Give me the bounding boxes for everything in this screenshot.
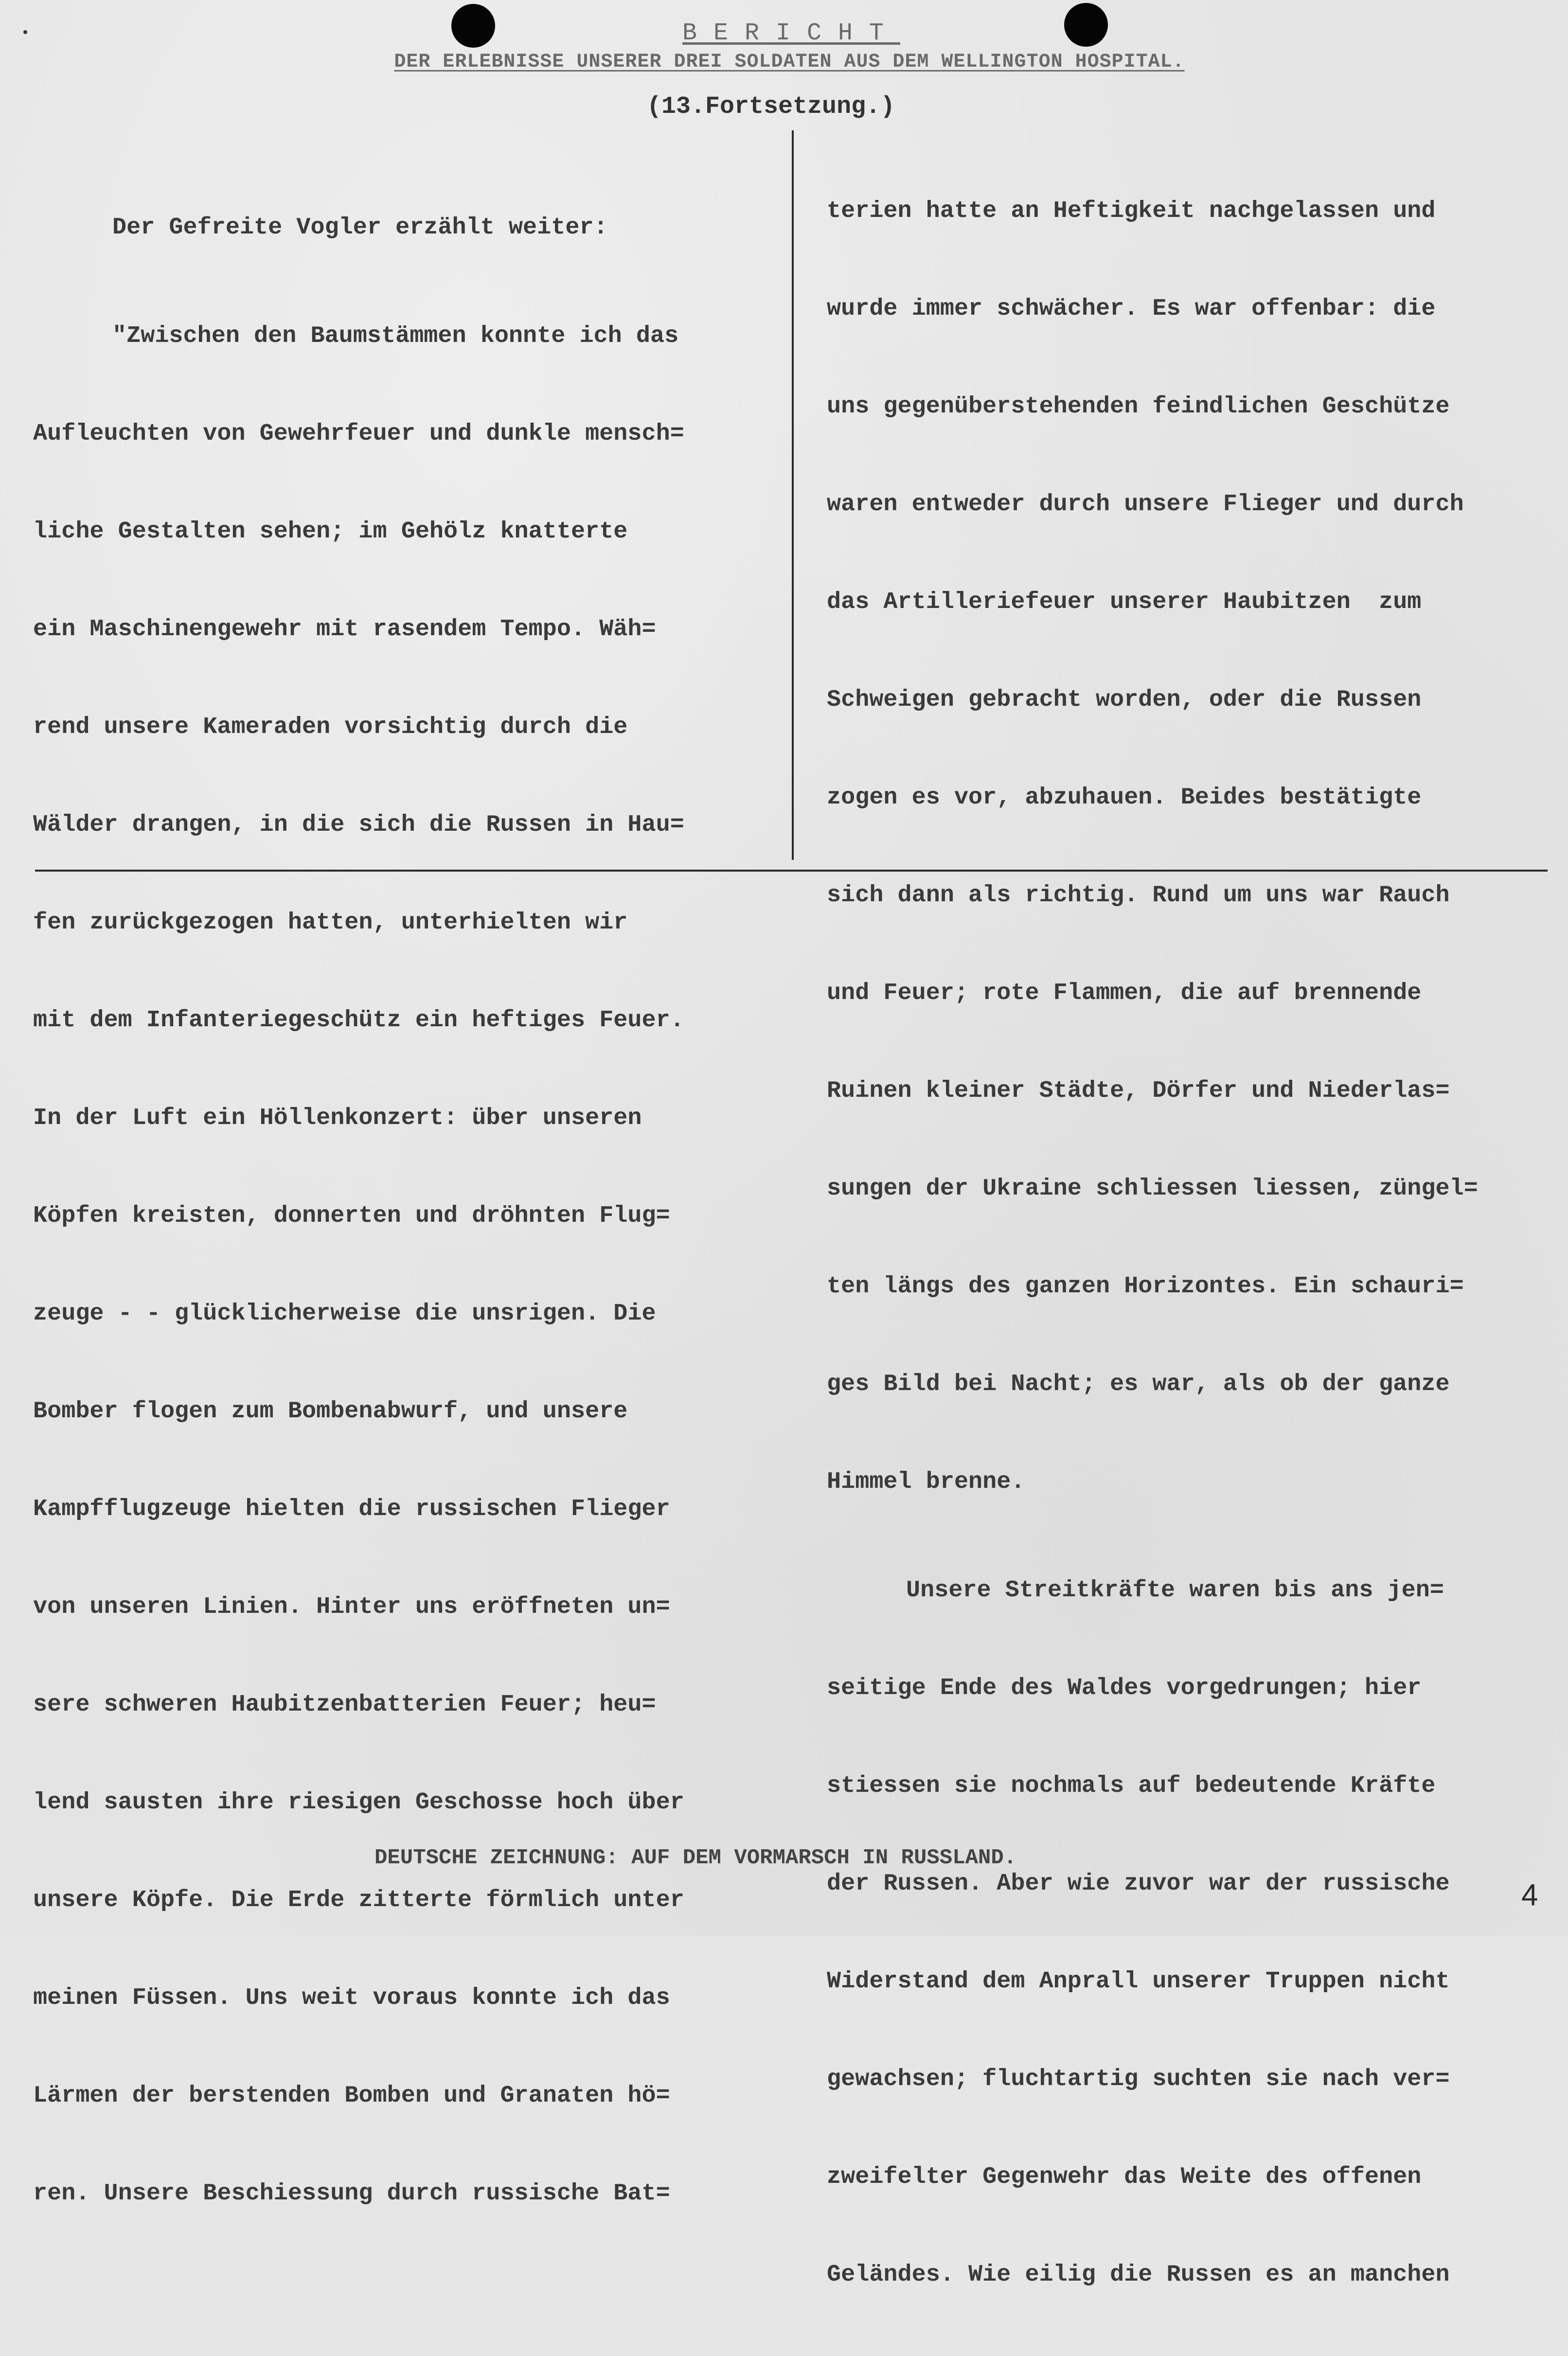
text-line: fen zurückgezogen hatten, unterhielten wir bbox=[33, 909, 628, 936]
text-line: Wälder drangen, in die sich die Russen in Hau= bbox=[33, 811, 684, 838]
column-divider bbox=[792, 130, 794, 860]
section-rule bbox=[35, 870, 1548, 872]
text-line: liche Gestalten sehen; im Gehölz knatterte bbox=[33, 518, 628, 545]
text-line: uns gegenüberstehenden feindlichen Geschütze bbox=[827, 393, 1450, 420]
text-line: zogen es vor, abzuhauen. Beides bestätigte bbox=[827, 784, 1422, 811]
text-line: Aufleuchten von Gewehrfeuer und dunkle mensch= bbox=[33, 420, 684, 447]
text-line: terien hatte an Heftigkeit nachgelassen und bbox=[827, 197, 1436, 224]
text-line: und Feuer; rote Flammen, die auf brennende bbox=[827, 980, 1422, 1006]
text-line: mit dem Infanteriegeschütz ein heftiges Feuer. bbox=[33, 1007, 684, 1034]
left-column bbox=[33, 146, 684, 2275]
report-title: BERICHT bbox=[682, 19, 901, 47]
report-header bbox=[0, 18, 1568, 76]
right-column bbox=[827, 129, 1478, 2356]
text-line: der Russen. Aber wie zuvor war der russische bbox=[827, 1870, 1450, 1897]
text-line: rend unsere Kameraden vorsichtig durch die bbox=[33, 714, 628, 740]
text-line: meinen Füssen. Uns weit voraus konnte ich das bbox=[33, 1984, 670, 2011]
text-line: Unsere Streitkräfte waren bis ans jen= bbox=[906, 1577, 1444, 1604]
text-line: waren entweder durch unsere Flieger und durch bbox=[827, 491, 1464, 518]
intro-line: Der Gefreite Vogler erzählt weiter: bbox=[112, 214, 608, 241]
text-line: stiessen sie nochmals auf bedeutende Kräfte bbox=[827, 1772, 1436, 1799]
text-line: Kampfflugzeuge hielten die russischen Flieger bbox=[33, 1496, 670, 1522]
text-line: zweifelter Gegenwehr das Weite des offenen bbox=[827, 2163, 1422, 2190]
text-line: zeuge - - glücklicherweise die unsrigen. Die bbox=[33, 1300, 656, 1327]
text-line: das Artilleriefeuer unserer Haubitzen zum bbox=[827, 589, 1422, 615]
page-number: 4 bbox=[1521, 1878, 1538, 1912]
text-line: ren. Unsere Beschiessung durch russische Bat= bbox=[33, 2180, 670, 2207]
text-line: seitige Ende des Waldes vorgedrungen; hier bbox=[827, 1675, 1422, 1701]
text-line: "Zwischen den Baumstämmen konnte ich das bbox=[112, 322, 679, 349]
text-line: ges Bild bei Nacht; es war, als ob der ganze bbox=[827, 1371, 1450, 1397]
text-line: In der Luft ein Höllenkonzert: über unseren bbox=[33, 1105, 642, 1131]
text-line: Geländes. Wie eilig die Russen es an manchen bbox=[827, 2261, 1450, 2288]
text-line: Himmel brenne. bbox=[827, 1468, 1025, 1495]
text-line: ten längs des ganzen Horizontes. Ein schauri= bbox=[827, 1273, 1464, 1300]
text-line: Schweigen gebracht worden, oder die Russen bbox=[827, 686, 1422, 713]
text-line: Widerstand dem Anprall unserer Truppen nicht bbox=[827, 1968, 1450, 1995]
text-line: Lärmen der berstenden Bomben und Granaten hö= bbox=[33, 2082, 670, 2109]
text-line: sere schweren Haubitzenbatterien Feuer; heu= bbox=[33, 1691, 656, 1718]
continuation-label: (13.Fortsetzung.) bbox=[647, 93, 895, 121]
text-line: ein Maschinengewehr mit rasendem Tempo. Wäh= bbox=[33, 616, 656, 643]
text-line: unsere Köpfe. Die Erde zitterte förmlich unter bbox=[33, 1887, 684, 1913]
text-line: sungen der Ukraine schliessen liessen, züngel= bbox=[827, 1175, 1478, 1202]
text-line: Köpfen kreisten, donnerten und dröhnten Flug= bbox=[33, 1202, 670, 1229]
text-line: gewachsen; fluchtartig suchten sie nach ver= bbox=[827, 2066, 1450, 2092]
text-line: wurde immer schwächer. Es war offenbar: die bbox=[827, 295, 1436, 322]
illustration-caption: DEUTSCHE ZEICHNUNG: AUF DEM VORMARSCH IN RUSSLAND. bbox=[374, 1846, 1017, 1870]
text-line: Bomber flogen zum Bombenabwurf, und unsere bbox=[33, 1398, 628, 1425]
report-subtitle: DER ERLEBNISSE UNSERER DREI SOLDATEN AUS DEM WELLINGTON HOSPITAL. bbox=[394, 51, 1185, 73]
text-line: lend sausten ihre riesigen Geschosse hoch über bbox=[33, 1789, 684, 1816]
text-line: sich dann als richtig. Rund um uns war Rauch bbox=[827, 882, 1450, 909]
text-line: Ruinen kleiner Städte, Dörfer und Niederlas= bbox=[827, 1077, 1450, 1104]
text-line: von unseren Linien. Hinter uns eröffneten un= bbox=[33, 1593, 670, 1620]
